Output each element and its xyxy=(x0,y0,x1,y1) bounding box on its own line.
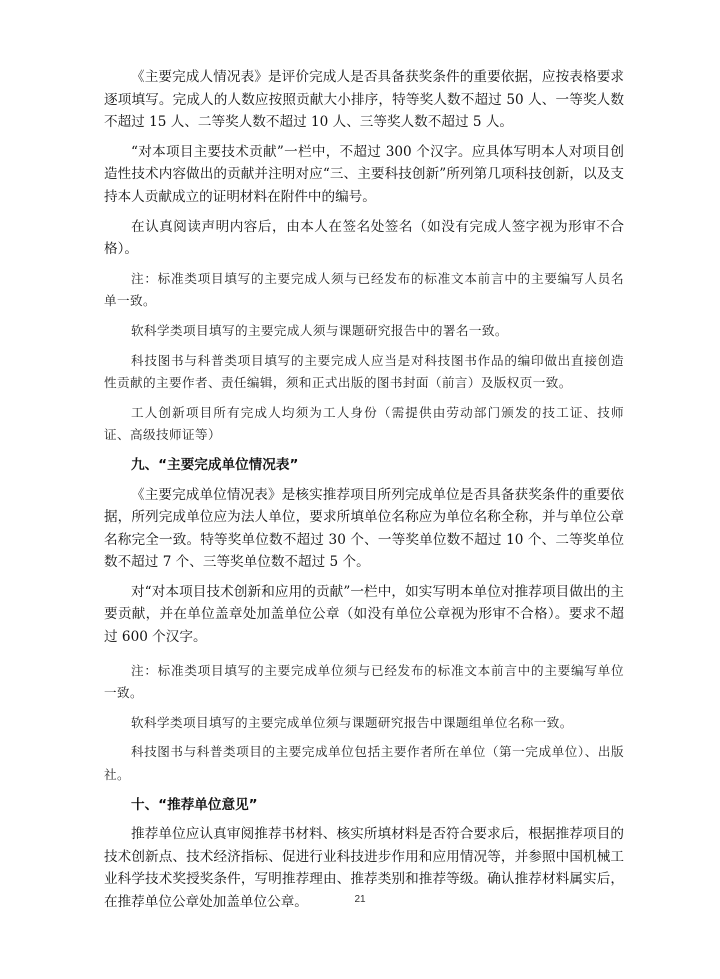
note-soft-science-contributors: 软科学类项目填写的主要完成人须与课题研究报告中的署名一致。 xyxy=(131,322,508,338)
section-heading-10: 十、“推荐单位意见” xyxy=(131,796,258,813)
paragraph-recommendation-opinion: 推荐单位应认真审阅推荐书材料、核实所填材料是否符合要求后，根据推荐项目的技术创新点、技术经济指标、促进行业科技进步作用和应用情况等，并参照中国机械工业科学技术奖授奖条件，写明推荐理由、推荐类别和推荐等级。确认推荐材料属实后，在推荐单位公章处加盖单位公章。 xyxy=(104,826,624,910)
paragraph-main-contributor-table: 《主要完成人情况表》是评价完成人是否具备获奖条件的重要依据，应按表格要求逐项填写。完成人的人数应按照贡献大小排序，特等奖人数不超过 50 人、一等奖人数不超过 15 人、二等奖人数不超过 10 人、三等奖人数不超过 5 人。 xyxy=(104,69,624,131)
note-book-units: 科技图书与科普类项目的主要完成单位包括主要作者所在单位（第一完成单位）、出版社。 xyxy=(104,744,624,783)
paragraph-technical-contribution: “对本项目主要技术贡献”一栏中，不超过 300 个汉字。应具体写明本人对项目创造性技术内容做出的贡献并注明对应“三、主要科技创新”所列第几项科技创新，以及支持本人贡献成立的证明材料在附件中的编号。 xyxy=(104,143,624,205)
note-book-contributors: 科技图书与科普类项目填写的主要完成人应当是对科技图书作品的编印做出直接创造性贡献的主要作者、责任编辑，须和正式出版的图书封面（前言）及版权页一致。 xyxy=(104,352,624,391)
paragraph-signature: 在认真阅读声明内容后，由本人在签名处签名（如没有完成人签字视为形审不合格）。 xyxy=(104,218,624,258)
note-worker-innovation: 工人创新项目所有完成人均须为工人身份（需提供由劳动部门颁发的技工证、技师证、高级技师证等） xyxy=(104,404,624,443)
paragraph-unit-contribution: 对“对本项目技术创新和应用的贡献”一栏中，如实写明本单位对推荐项目做出的主要贡献，并在单位盖章处加盖单位公章（如没有单位公章视为形审不合格）。要求不超过 600 个汉字。 xyxy=(104,583,624,646)
document-body xyxy=(104,66,624,914)
page-number: 21 xyxy=(354,894,366,905)
section-heading-9: 九、“主要完成单位情况表” xyxy=(131,456,299,473)
note-soft-science-units: 软科学类项目填写的主要完成单位须与课题研究报告中课题组单位名称一致。 xyxy=(131,714,573,730)
paragraph-main-unit-table: 《主要完成单位情况表》是核实推荐项目所列完成单位是否具备获奖条件的重要依据，所列完成单位应为法人单位，要求所填单位名称应为单位名称全称，并与单位公章名称完全一致。特等奖单位数不超过 30 个、一等奖单位数不超过 10 个、二等奖单位数不超过 7 个、三等奖单位数不超过 5 个。 xyxy=(104,486,624,571)
note-standard-contributors: 注：标准类项目填写的主要完成人须与已经发布的标准文本前言中的主要编写人员名单一致。 xyxy=(104,270,624,309)
note-standard-units: 注：标准类项目填写的主要完成单位须与已经发布的标准文本前言中的主要编写单位一致。 xyxy=(104,662,624,701)
